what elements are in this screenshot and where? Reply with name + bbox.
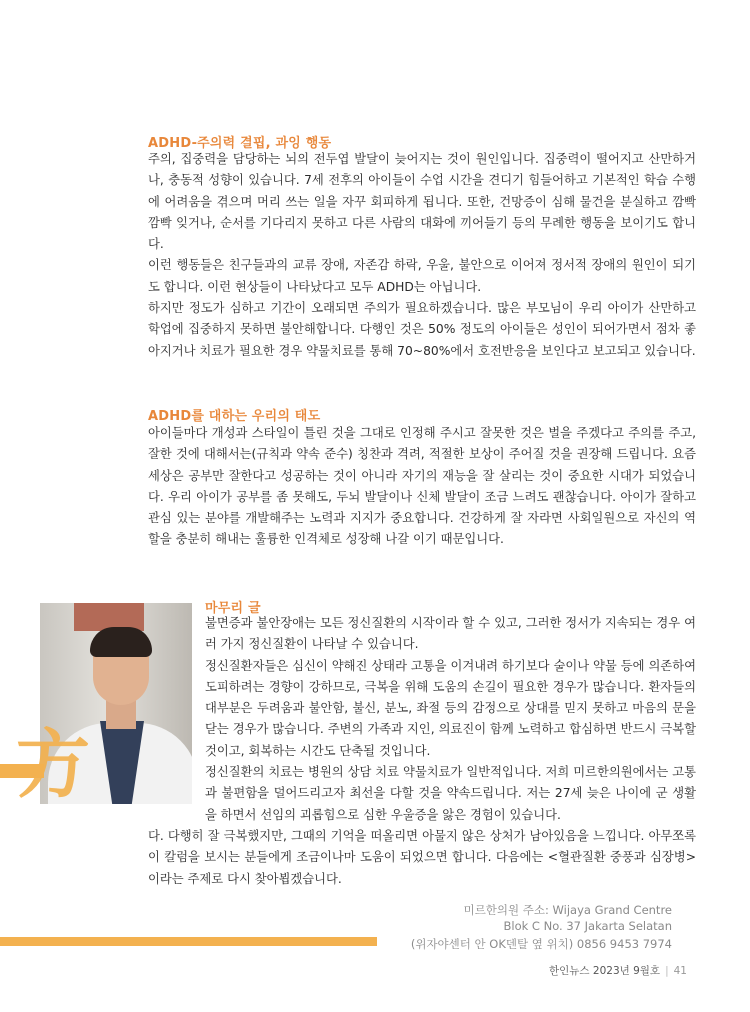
- closing-body-narrow: 불면증과 불안장애는 모든 정신질환의 시작이라 할 수 있고, 그러한 정서가 지속되는 경우 여러 가지 정신질환이 나타날 수 있습니다. 정신질환자들은 심신이 약해진 상태라 고통을 이겨내려 하기보다 술이나 약물 등에 의존하여 도피하려는 경향이 강하므로, 극복을 위해 도움의 손길이 필요한 경우가 많습니다. 환자들의 대부분은 두려움과 불안함, 불신, 분노, 좌절 등의 감정으로 상대를 믿지 못하고 마음의 문을 닫는 경우가 많습니다. 주변의 가족과 지인, 의료진이 함께 노력하고 합심하면 반드시 극복할 것이고, 회복하는 시간도 단축될 것입니다. 정신질환의 치료는 병원의 상담 치료 약물치료가 일반적입니다. 저희 미르한의원에서는 고통과 불편함을 덜어드리고자 최선을 다할 것을 약속드립니다. 저는 27세 늦은 나이에 군 생활을 하면서 선임의 괴롭힘으로 심한 우울증을 앓은 경험이 있습니다.: [205, 616, 696, 822]
- page-footer: [549, 963, 687, 978]
- accent-bar-bottom: [0, 937, 377, 946]
- section-closing-heading: 마무리 글: [205, 601, 261, 616]
- publication-name: 한인뉴스 2023년 9월호: [549, 965, 661, 977]
- address-line-1: 미르한의원 주소: Wijaya Grand Centre: [463, 903, 672, 917]
- kanji-decoration: 方: [16, 722, 90, 808]
- address-line-3: (위자야센터 안 OK덴탈 옆 위치) 0856 9453 7974: [410, 937, 672, 951]
- footer-separator: |: [665, 965, 669, 977]
- section-closing-body: [0, 613, 750, 890]
- closing-body-wide: 다. 다행히 잘 극복했지만, 그때의 기억을 떠올리면 아물지 않은 상처가 남아있음을 느낍니다. 아무쪼록 이 칼럼을 보시는 분들에게 조금이나마 도움이 되었으면 합니다. 다음에는 <혈관질환 중풍과 심장병> 이라는 주제로 다시 찾아뵙겠습니다.: [148, 828, 696, 886]
- section-adhd-heading: ADHD-주의력 결핍, 과잉 행동: [148, 136, 332, 151]
- page-number: 41: [673, 965, 687, 977]
- section-attitude-heading: ADHD를 대하는 우리의 태도: [148, 409, 321, 424]
- address-line-2: Blok C No. 37 Jakarta Selatan: [503, 919, 672, 933]
- section-adhd-body: 주의, 집중력을 담당하는 뇌의 전두엽 발달이 늦어지는 것이 원인입니다. 집중력이 떨어지고 산만하거나, 충동적 성향이 있습니다. 7세 전후의 아이들이 수업 시간을 견디기 힘들어하고 기본적인 학습 수행에 어려움을 겪으며 머리 쓰는 일을 자꾸 회피하게 됩니다. 또한, 건망증이 심해 물건을 분실하고 깜빡깜빡 잊거나, 순서를 기다리지 못하고 다른 사람의 대화에 끼어들기 등의 무례한 행동을 보이기도 합니다. 이런 행동들은 친구들과의 교류 장애, 자존감 하락, 우울, 불안으로 이어져 정서적 장애의 원인이 되기도 합니다. 이런 현상들이 나타났다고 모두 ADHD는 아닙니다. 하지만 정도가 심하고 기간이 오래되면 주의가 필요하겠습니다. 많은 부모님이 우리 아이가 산만하고 학업에 집중하지 못하면 불안해합니다. 다행인 것은 50% 정도의 아이들은 성인이 되어가면서 점차 좋아지거나 치료가 필요한 경우 약물치료를 통해 70~80%에서 호전반응을 보인다고 보고되고 있습니다.: [148, 152, 696, 358]
- section-attitude-body: 아이들마다 개성과 스타일이 틀린 것을 그대로 인정해 주시고 잘못한 것은 벌을 주겠다고 주의를 주고, 잘한 것에 대해서는(규칙과 약속 준수) 칭찬과 격려, 적절한 보상이 주어질 것을 권장해 드립니다. 요즘 세상은 공부만 잘한다고 성공하는 것이 아니라 자기의 재능을 잘 살리는 것이 중요한 시대가 되었습니다. 우리 아이가 공부를 좀 못해도, 두뇌 발달이나 신체 발달이 조금 느려도 괜찮습니다. 아이가 잘하고 관심 있는 분야를 개발해주는 노력과 지지가 중요합니다. 건강하게 잘 자라면 사회일원으로 자신의 역할을 충분히 해내는 훌륭한 인격체로 성장해 나갈 이기 때문입니다.: [148, 426, 696, 547]
